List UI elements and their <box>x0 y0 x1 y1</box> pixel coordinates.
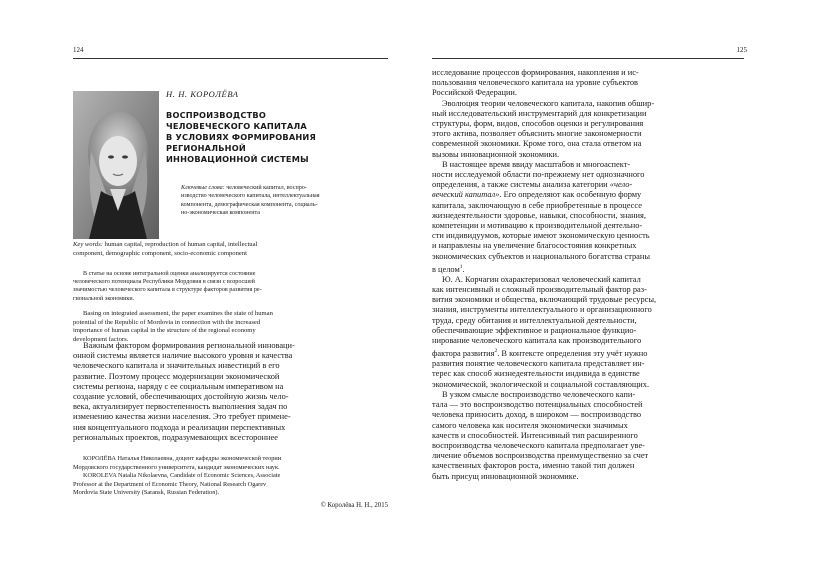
header-rule-left <box>73 58 388 59</box>
text-segment: в целом <box>432 264 460 274</box>
text-segment: . Его определяют как особенную форму <box>499 190 642 200</box>
text-segment: ности исследуемой области по-прежнему нет однозначного <box>432 170 645 180</box>
text-line <box>432 211 744 221</box>
keywords-ru-line <box>181 184 389 192</box>
page-number-right: 125 <box>736 46 747 54</box>
text-segment: структуры, форм, видов, способов оценки и регулирования <box>432 119 644 129</box>
text-line <box>432 295 744 305</box>
text-line <box>432 262 744 275</box>
text-segment: . В контексте определения эту учёт нужно <box>497 349 648 359</box>
text-line <box>432 170 744 180</box>
lead-line: развитие. Поэтому процесс модернизации экономической <box>73 371 280 381</box>
paragraph <box>432 68 744 99</box>
text-segment: В узком смысле воспроизводство человеческого капи- <box>442 389 636 399</box>
keywords-ru-line: изводство человеческого капитала, интеллектуальная <box>181 193 320 200</box>
text-line <box>432 78 744 88</box>
lead-line: изменению качества жизни населения. Это требует примене- <box>73 412 291 422</box>
text-line <box>432 275 744 285</box>
text-line <box>432 316 744 326</box>
paragraph <box>432 99 744 160</box>
text-line <box>432 285 744 295</box>
text-segment: сти индивидуумов, которые имеют экономическую ценность <box>432 231 650 241</box>
text-segment: терес как способ жизнедеятельности индивида в единстве <box>432 369 640 379</box>
footnote-marker: 1 <box>459 263 463 270</box>
keywords-ru-text: человеческий капитал, воспро- <box>224 185 307 191</box>
abstract-en <box>73 310 389 345</box>
text-segment: жизнедеятельности здоровье, навыки, способности, знания, <box>432 210 646 220</box>
text-segment: вызовы инновационной экономики. <box>432 149 560 159</box>
text-segment: экономической, экологической и социальной составляющих. <box>432 379 650 389</box>
text-segment: качеств и способностей. Интенсивный тип расширенного <box>432 430 638 440</box>
abstract-en-line: Basing on integrated assessment, the paper examines the state of human <box>83 310 273 317</box>
text-segment: современной экономики. Кроме того, она стала ответом на <box>432 139 642 149</box>
text-line <box>432 241 744 251</box>
text-segment: экономических субъектов и национального богатства страны <box>432 251 650 261</box>
text-line <box>432 390 744 400</box>
italic-term: «чело- <box>609 180 633 190</box>
text-segment: тала — это воспроизводство потенциальных способностей <box>432 400 643 410</box>
text-line <box>432 221 744 231</box>
abstract-en-line: importance of human capital in the structure of the regional economy <box>73 327 256 335</box>
text-line <box>432 359 744 369</box>
lead-text <box>73 341 389 443</box>
text-segment: нирование человеческого капитала как производительного <box>432 336 642 346</box>
text-segment: личение объемов воспроизводства преимущественно за счет <box>432 451 649 461</box>
lead-line: ния концептуального подхода и реализации перспективных <box>73 422 286 432</box>
text-segment: капитала, заключающую в себе приобретенные в процессе <box>432 200 642 210</box>
text-line <box>432 346 744 359</box>
author-info <box>73 455 389 498</box>
text-line <box>432 421 744 431</box>
text-line <box>432 326 744 336</box>
title-line: РЕГИОНАЛЬНОЙ <box>166 143 246 153</box>
text-segment: компетенции и мотивацию к производительной деятельно- <box>432 221 643 231</box>
title-line: ЧЕЛОВЕЧЕСКОГО КАПИТАЛА <box>166 121 307 131</box>
text-segment: и направлены на увеличение благосостояния конкретных <box>432 241 637 251</box>
text-segment: обеспечивающие эффективное и рациональное функцио- <box>432 325 637 335</box>
lead-line: онной системы является наличие высокого уровня и качества <box>73 351 293 361</box>
text-segment: пользования человеческого капитала на уровне субъектов <box>432 78 638 88</box>
author-info-line: Professor at the Department of Economic Theory, National Research Ogarev <box>73 480 267 488</box>
text-line <box>432 109 744 119</box>
text-segment: труда, среду обитания и интеллектуальной деятельности, <box>432 315 637 325</box>
text-line <box>432 410 744 420</box>
text-segment: качественных факторов роста, именно такой тип должен <box>432 461 635 471</box>
text-line <box>432 231 744 241</box>
author-info-line: Мордовского государственного университета, кандидат экономических наук. <box>73 463 280 471</box>
lead-line: создание условий, обеспечивающих достойную жизнь чело- <box>73 392 289 402</box>
text-segment: фактора развития <box>432 349 495 359</box>
text-segment: вития экономики и общества, включающий трудовые ресурсы, <box>432 295 657 305</box>
keywords-en <box>73 241 389 258</box>
abstract-ru-line: гиональной экономики. <box>73 295 135 302</box>
lead-line: региональных проектов, подразумевающих всестороннее <box>73 432 278 442</box>
abstract-en-line: development factors. <box>73 336 129 344</box>
text-segment: самого человека как носителя экономически значимых <box>432 420 628 430</box>
text-segment: этого актива, позволяет объяснить многие закономерности <box>432 129 642 139</box>
text-segment: воспроизводства человеческого капитала предполагает уве- <box>432 440 645 450</box>
text-segment: . <box>462 264 465 274</box>
text-segment: Российской Федерации. <box>432 88 518 98</box>
text-line <box>432 380 744 390</box>
text-line <box>432 139 744 149</box>
keywords-ru-line: но-экономическая компонента <box>181 209 260 216</box>
keywords-en-text: human capital, reproduction of human capital, intellectual <box>102 241 258 248</box>
author-photo <box>73 91 159 239</box>
abstract-ru-line: человеческого потенциала Республики Мордовия в связи с возросшей <box>73 279 255 286</box>
abstract-ru-line: В статье на основе интегральной оценки анализируется состояние <box>83 271 256 277</box>
text-segment: знания, инструменты интеллектуального и организационного <box>432 305 652 315</box>
text-line <box>432 431 744 441</box>
text-segment: ный исследовательский инструментарий для конкретизации <box>432 108 647 118</box>
author-info-line: KOROLEVA Natalia Nikolaevna, Candidate of Economic Sciences, Associate <box>83 472 281 480</box>
title-line: ВОСПРОИЗВОДСТВО <box>166 110 266 120</box>
header-rule-right <box>432 58 744 59</box>
text-line <box>432 201 744 211</box>
text-line <box>432 129 744 139</box>
title-line: ИННОВАЦИОННОЙ СИСТЕМЫ <box>166 154 309 164</box>
text-line <box>432 336 744 346</box>
text-line <box>432 180 744 190</box>
text-line <box>432 190 744 200</box>
author-name: Н. Н. КОРОЛЁВА <box>166 89 239 99</box>
lead-line: человеческого капитала и значительных инвестиций в его <box>73 361 280 371</box>
text-line <box>432 441 744 451</box>
lead-line: системы региона, наряду с ее социальным императивом на <box>73 381 284 391</box>
text-line <box>432 451 744 461</box>
keywords-ru-line: компонента, демографическая компонента, социаль- <box>181 201 318 208</box>
text-line <box>432 99 744 109</box>
article-title <box>166 110 386 165</box>
right-page <box>410 0 820 580</box>
title-line: В УСЛОВИЯХ ФОРМИРОВАНИЯ <box>166 132 316 142</box>
text-line <box>432 400 744 410</box>
text-segment: определения, а также системы анализа категории <box>432 180 610 190</box>
lead-line: века, актуализирует первостепенность выполнения задач по <box>73 402 288 412</box>
keywords-en-line <box>73 241 389 250</box>
paragraph <box>432 160 744 275</box>
copyright: © Королёва Н. Н., 2015 <box>320 502 388 509</box>
text-line <box>432 160 744 170</box>
text-line <box>432 461 744 471</box>
text-line <box>432 305 744 315</box>
author-info-line: КОРОЛЁВА Наталья Николаевна, доцент кафедры экономической теории <box>83 455 282 462</box>
keywords-en-label: Key words: <box>73 241 103 248</box>
text-line <box>432 68 744 78</box>
abstract-ru <box>73 270 389 303</box>
text-line <box>432 88 744 98</box>
lead-line: Важным фактором формирования региональной инноваци- <box>83 341 295 350</box>
italic-term: веческий капитал» <box>432 190 500 200</box>
keywords-ru-label: Ключевые слова: <box>181 185 225 191</box>
paragraph <box>432 390 744 482</box>
abstract-en-line: potential of the Republic of Mordovia in connection with the increased <box>73 318 261 326</box>
text-line <box>432 252 744 262</box>
text-segment: В настоящее время ввиду масштабов и многоаспект- <box>442 159 631 169</box>
text-line <box>432 472 744 482</box>
text-line <box>432 369 744 379</box>
text-segment: человека приносить доход, в широком — воспроизводство <box>432 410 642 420</box>
page-number-left: 124 <box>73 46 84 54</box>
text-segment: развития понятие человеческого капитала представляет ин- <box>432 359 645 369</box>
text-line <box>432 150 744 160</box>
keywords-ru <box>181 184 389 217</box>
text-segment: быть присущ инновационной экономике. <box>432 471 579 481</box>
text-line <box>432 119 744 129</box>
text-segment: Эволюция теории человеческого капитала, накопив обшир- <box>442 98 655 108</box>
author-info-line: Mordovia State University (Saransk, Russian Federation). <box>73 489 220 497</box>
text-segment: Ю. А. Корчагин охарактеризовал человеческий капитал <box>442 274 641 284</box>
abstract-ru-line: значимостью человеческого капитала в структуре факторов развития ре- <box>73 287 262 294</box>
paragraph <box>432 275 744 390</box>
body-text <box>432 68 744 482</box>
text-segment: исследование процессов формирования, накопления и ис- <box>432 68 639 77</box>
footnote-marker: 2 <box>494 348 498 355</box>
keywords-en-line: component, demographic component, socio-economic component <box>73 249 247 257</box>
text-segment: как интенсивный и сложный производительный фактор раз- <box>432 285 647 295</box>
